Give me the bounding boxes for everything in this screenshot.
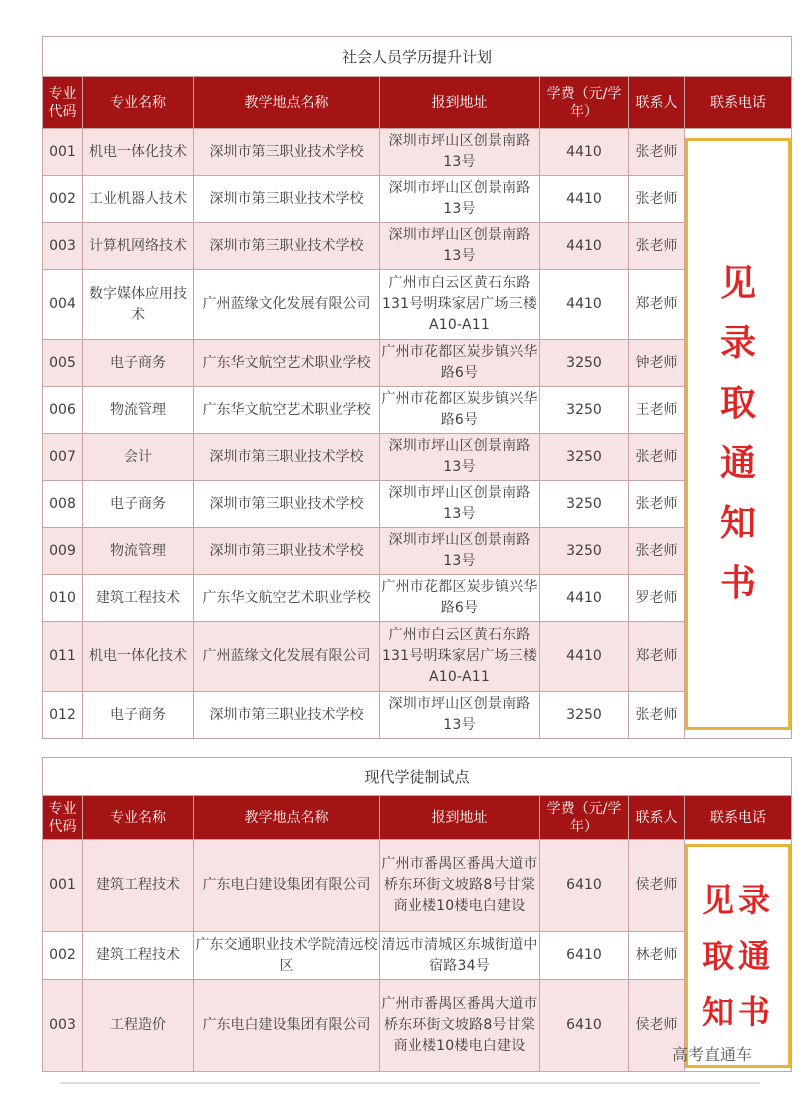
table-row	[43, 528, 792, 575]
major-name-cell: 物流管理	[83, 387, 194, 434]
contact-cell: 侯老师	[629, 980, 685, 1072]
fee-cell: 4410	[540, 575, 629, 622]
notice-char: 知	[720, 502, 757, 544]
school-cell: 广东华文航空艺术职业学校	[194, 340, 380, 387]
major-code-cell: 010	[43, 575, 83, 622]
address-cell: 深圳市坪山区创景南路13号	[380, 223, 540, 270]
header-school: 教学地点名称	[194, 796, 380, 840]
major-name-cell: 工程造价	[83, 980, 194, 1072]
major-code-cell: 002	[43, 176, 83, 223]
contact-cell: 张老师	[629, 129, 685, 176]
fee-cell: 3250	[540, 434, 629, 481]
header-fee: 学费（元/学年）	[540, 77, 629, 129]
header-code: 专业代码	[43, 796, 83, 840]
address-cell: 广州市白云区黄石东路131号明珠家居广场三楼A10-A11	[380, 622, 540, 692]
notice-line: 见录	[702, 880, 775, 919]
header-address: 报到地址	[380, 796, 540, 840]
notice-char: 见	[720, 262, 757, 304]
notice-line: 知书	[702, 992, 775, 1031]
address-cell: 深圳市坪山区创景南路13号	[380, 692, 540, 739]
major-code-cell: 003	[43, 980, 83, 1072]
school-cell: 深圳市第三职业技术学校	[194, 528, 380, 575]
fee-cell: 6410	[540, 932, 629, 980]
major-name-cell: 工业机器人技术	[83, 176, 194, 223]
address-cell: 深圳市坪山区创景南路13号	[380, 481, 540, 528]
table-row	[43, 223, 792, 270]
notice-line: 取通	[702, 936, 775, 975]
table-row	[43, 340, 792, 387]
notice-char: 取	[720, 382, 757, 424]
fee-cell: 3250	[540, 481, 629, 528]
major-name-cell: 机电一体化技术	[83, 129, 194, 176]
major-code-cell: 012	[43, 692, 83, 739]
school-cell: 广东华文航空艺术职业学校	[194, 387, 380, 434]
school-cell: 广东电白建设集团有限公司	[194, 840, 380, 932]
table-row	[43, 176, 792, 223]
fee-cell: 6410	[540, 980, 629, 1072]
fee-cell: 3250	[540, 692, 629, 739]
address-cell: 广州市花都区炭步镇兴华路6号	[380, 340, 540, 387]
header-major: 专业名称	[83, 796, 194, 840]
school-cell: 深圳市第三职业技术学校	[194, 129, 380, 176]
contact-cell: 钟老师	[629, 340, 685, 387]
contact-cell: 林老师	[629, 932, 685, 980]
major-name-cell: 建筑工程技术	[83, 575, 194, 622]
table-row	[43, 622, 792, 692]
address-cell: 深圳市坪山区创景南路13号	[380, 528, 540, 575]
contact-cell: 罗老师	[629, 575, 685, 622]
contact-cell: 张老师	[629, 176, 685, 223]
table-row	[43, 692, 792, 739]
major-code-cell: 003	[43, 223, 83, 270]
school-cell: 广州蓝缘文化发展有限公司	[194, 622, 380, 692]
school-cell: 深圳市第三职业技术学校	[194, 481, 380, 528]
major-code-cell: 006	[43, 387, 83, 434]
header-phone: 联系电话	[685, 796, 792, 840]
school-cell: 广东华文航空艺术职业学校	[194, 575, 380, 622]
table-row	[43, 481, 792, 528]
address-cell: 深圳市坪山区创景南路13号	[380, 434, 540, 481]
address-cell: 深圳市坪山区创景南路13号	[380, 176, 540, 223]
header-code: 专业代码	[43, 77, 83, 129]
address-cell: 广州市番禺区番禺大道市桥东环街文坡路8号甘棠商业楼10楼电白建设	[380, 840, 540, 932]
fee-cell: 4410	[540, 176, 629, 223]
contact-cell: 郑老师	[629, 622, 685, 692]
address-cell: 广州市花都区炭步镇兴华路6号	[380, 575, 540, 622]
major-name-cell: 电子商务	[83, 692, 194, 739]
major-name-cell: 机电一体化技术	[83, 622, 194, 692]
major-name-cell: 会计	[83, 434, 194, 481]
major-code-cell: 007	[43, 434, 83, 481]
header-phone: 联系电话	[685, 77, 792, 129]
table-row	[43, 840, 792, 932]
table-title: 社会人员学历提升计划	[43, 37, 792, 77]
major-code-cell: 001	[43, 129, 83, 176]
watermark: 高考直通车	[672, 1045, 753, 1064]
major-code-cell: 011	[43, 622, 83, 692]
school-cell: 广东电白建设集团有限公司	[194, 980, 380, 1072]
plan-table	[42, 36, 792, 739]
address-cell: 清远市清城区东城街道中宿路34号	[380, 932, 540, 980]
header-school: 教学地点名称	[194, 77, 380, 129]
major-code-cell: 002	[43, 932, 83, 980]
header-contact: 联系人	[629, 796, 685, 840]
contact-cell: 王老师	[629, 387, 685, 434]
major-name-cell: 电子商务	[83, 340, 194, 387]
table-row	[43, 270, 792, 340]
major-code-cell: 008	[43, 481, 83, 528]
address-cell: 广州市番禺区番禺大道市桥东环街文坡路8号甘棠商业楼10楼电白建设	[380, 980, 540, 1072]
fee-cell: 3250	[540, 528, 629, 575]
header-fee: 学费（元/学年）	[540, 796, 629, 840]
fee-cell: 3250	[540, 387, 629, 434]
contact-cell: 张老师	[629, 481, 685, 528]
fee-cell: 3250	[540, 340, 629, 387]
table-title: 现代学徒制试点	[43, 758, 792, 796]
major-name-cell: 建筑工程技术	[83, 840, 194, 932]
phone-cell	[685, 840, 792, 1072]
apprentice-table	[42, 757, 792, 1072]
major-code-cell: 004	[43, 270, 83, 340]
fee-cell: 4410	[540, 223, 629, 270]
major-code-cell: 001	[43, 840, 83, 932]
major-code-cell: 005	[43, 340, 83, 387]
notice-char: 录	[720, 322, 757, 364]
contact-cell: 郑老师	[629, 270, 685, 340]
contact-cell: 张老师	[629, 434, 685, 481]
major-name-cell: 电子商务	[83, 481, 194, 528]
table-row	[43, 129, 792, 176]
notice-char: 通	[720, 442, 757, 484]
fee-cell: 4410	[540, 270, 629, 340]
table-row	[43, 932, 792, 980]
address-cell: 深圳市坪山区创景南路13号	[380, 129, 540, 176]
address-cell: 广州市白云区黄石东路131号明珠家居广场三楼A10-A11	[380, 270, 540, 340]
header-address: 报到地址	[380, 77, 540, 129]
major-name-cell: 建筑工程技术	[83, 932, 194, 980]
fee-cell: 6410	[540, 840, 629, 932]
fee-cell: 4410	[540, 129, 629, 176]
school-cell: 广东交通职业技术学院清远校区	[194, 932, 380, 980]
phone-cell	[685, 129, 792, 739]
divider	[60, 1082, 760, 1084]
table-row	[43, 575, 792, 622]
admission-notice	[685, 138, 791, 730]
fee-cell: 4410	[540, 622, 629, 692]
school-cell: 广州蓝缘文化发展有限公司	[194, 270, 380, 340]
admission-notice	[685, 844, 791, 1068]
school-cell: 深圳市第三职业技术学校	[194, 434, 380, 481]
contact-cell: 张老师	[629, 692, 685, 739]
school-cell: 深圳市第三职业技术学校	[194, 223, 380, 270]
school-cell: 深圳市第三职业技术学校	[194, 692, 380, 739]
table-row	[43, 434, 792, 481]
contact-cell: 侯老师	[629, 840, 685, 932]
address-cell: 广州市花都区炭步镇兴华路6号	[380, 387, 540, 434]
header-major: 专业名称	[83, 77, 194, 129]
table-row	[43, 387, 792, 434]
major-name-cell: 计算机网络技术	[83, 223, 194, 270]
major-name-cell: 物流管理	[83, 528, 194, 575]
major-name-cell: 数字媒体应用技术	[83, 270, 194, 340]
school-cell: 深圳市第三职业技术学校	[194, 176, 380, 223]
major-code-cell: 009	[43, 528, 83, 575]
contact-cell: 张老师	[629, 528, 685, 575]
notice-char: 书	[720, 562, 757, 604]
contact-cell: 张老师	[629, 223, 685, 270]
header-contact: 联系人	[629, 77, 685, 129]
